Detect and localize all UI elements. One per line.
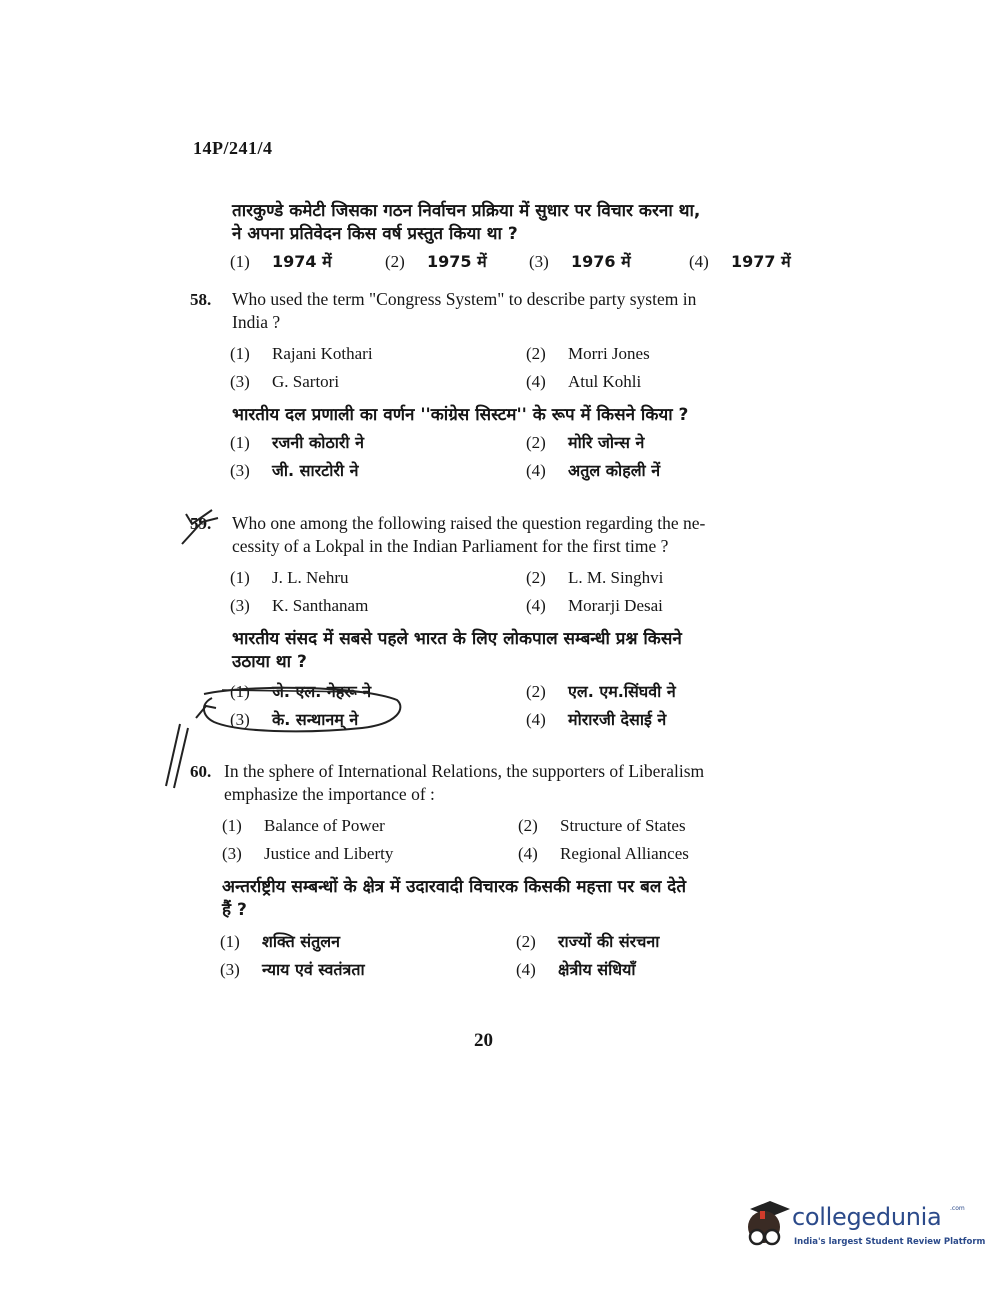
option: (2) L. M. Singhvi: [526, 568, 664, 587]
option: (1) Rajani Kothari: [230, 344, 373, 363]
question-text-hindi: [190, 876, 830, 922]
options-english: [222, 814, 830, 866]
option: (2) Morri Jones: [526, 344, 650, 363]
option: (3) Justice and Liberty: [222, 844, 394, 863]
question-text-hindi: [190, 404, 830, 427]
option: (3) जी. सारटोरी ने: [230, 461, 359, 480]
option: (4) मोरारजी देसाई ने: [526, 710, 667, 729]
question-line: India ?: [232, 312, 281, 332]
question-text-english: [190, 512, 830, 558]
question-number: 59.: [190, 514, 212, 533]
question-line: Who used the term "Congress System" to describe party system in: [232, 289, 697, 309]
options-english: [230, 342, 830, 394]
option: (4) अतुल कोहली नें: [526, 461, 661, 480]
question-text-english: [190, 760, 830, 806]
option: (2) Structure of States: [518, 816, 686, 835]
option: (3) 1976 में: [529, 252, 631, 271]
question-line: भारतीय दल प्रणाली का वर्णन ''कांग्रेस सिस्टम'' के रूप में किसने किया ?: [232, 405, 689, 425]
question-line: cessity of a Lokpal in the Indian Parliament for the first time ?: [232, 536, 669, 556]
option: (3) के. सन्थानम् ने: [230, 710, 359, 729]
collegedunia-mascot-icon: [736, 1197, 792, 1255]
question-text-hindi: [190, 628, 830, 674]
question-number: 58.: [190, 290, 212, 309]
options-hindi: [220, 930, 830, 982]
option: (4) 1977 में: [689, 252, 791, 271]
question-line: अन्तर्राष्ट्रीय सम्बन्धों के क्षेत्र में उदारवादी विचारक किसकी महत्ता पर बल देते: [222, 877, 687, 897]
option: (1) शक्ति संतुलन: [220, 932, 340, 951]
question-line: भारतीय संसद में सबसे पहले भारत के लिए लोकपाल सम्बन्धी प्रश्न किसने: [232, 629, 682, 649]
question-line: In the sphere of International Relations, the supporters of Liberalism: [224, 761, 705, 781]
question-58: [190, 288, 830, 483]
option: (3) न्याय एवं स्वतंत्रता: [220, 960, 365, 979]
option: (3) K. Santhanam: [230, 596, 369, 615]
question-60: [190, 760, 830, 982]
option: (2) राज्यों की संरचना: [516, 932, 660, 951]
option: (2) 1975 में: [385, 252, 487, 271]
option: (2) मोरि जोन्स ने: [526, 433, 645, 452]
question-line: हैं ?: [222, 900, 247, 920]
page-number: 20: [474, 1030, 493, 1051]
option: (4) Regional Alliances: [518, 844, 689, 863]
options-hindi: [230, 250, 830, 274]
question-line: ने अपना प्रतिवेदन किस वर्ष प्रस्तुत किया था ?: [232, 224, 518, 244]
option: (1) जे. एल. नेहरू ने: [230, 682, 372, 701]
option: (4) Atul Kohli: [526, 372, 642, 391]
question-text-english: [190, 288, 830, 334]
option: (4) Morarji Desai: [526, 596, 663, 615]
brand-tagline: India's largest Student Review Platform: [794, 1237, 986, 1247]
options-hindi: [230, 431, 830, 483]
question-line: तारकुण्डे कमेटी जिसका गठन निर्वाचन प्रक्रिया में सुधार पर विचार करना था,: [232, 201, 701, 221]
brand-suffix: .com: [950, 1205, 965, 1212]
option: (3) G. Sartori: [230, 372, 340, 391]
question-line: Who one among the following raised the question regarding the ne-: [232, 513, 706, 533]
option: (1) 1974 में: [230, 252, 332, 271]
question-text-hindi: [190, 200, 830, 246]
option: (4) क्षेत्रीय संधियाँ: [516, 960, 636, 979]
question-57: [190, 200, 830, 274]
options-english: [230, 566, 830, 618]
brand-name: collegedunia: [792, 1203, 942, 1231]
option: (1) J. L. Nehru: [230, 568, 349, 587]
page-code: 14P/241/4: [193, 138, 273, 158]
option: (1) रजनी कोठारी ने: [230, 433, 365, 452]
question-line: उठाया था ?: [232, 652, 307, 672]
question-number: 60.: [190, 762, 212, 781]
pen-check-mark-59: [178, 508, 228, 552]
option: (1) Balance of Power: [222, 816, 385, 835]
option: (2) एल. एम.सिंघवी ने: [526, 682, 676, 701]
question-line: emphasize the importance of :: [224, 784, 435, 804]
collegedunia-watermark: [736, 1197, 986, 1257]
pen-slash-mark-60: [160, 722, 194, 792]
answer-circle-mark: [192, 678, 412, 738]
